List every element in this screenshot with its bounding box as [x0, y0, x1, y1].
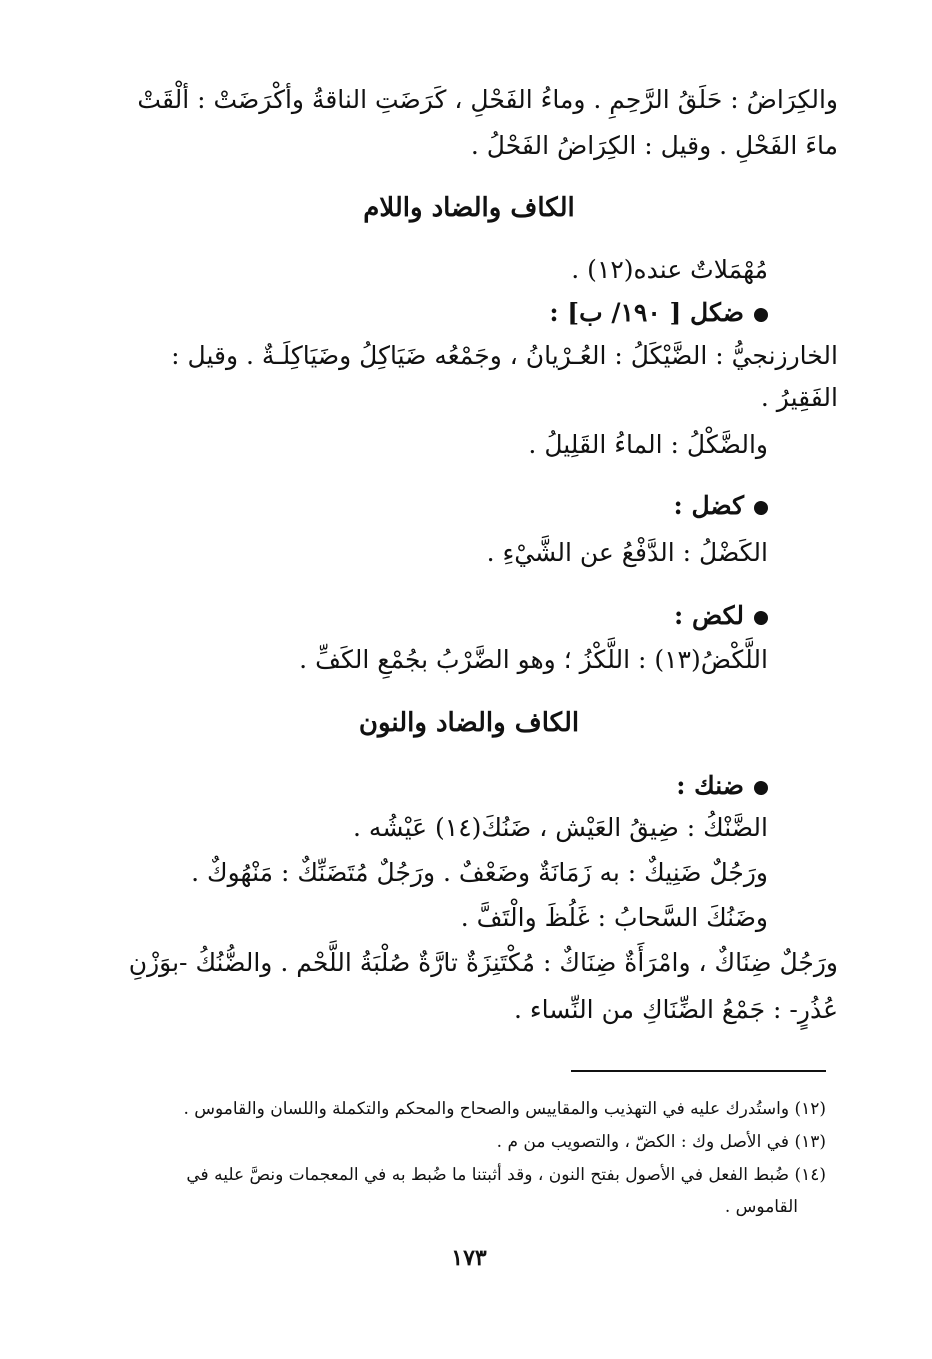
footnote: (١٤) ضُبط الفعل في الأصول بفتح النون ، وقد أثبتنا ما ضُبط به في المعجمات ونصَّ عليه في: [186, 1165, 826, 1185]
bullet-icon: [754, 308, 768, 322]
text-line: اللَّكْضُ(١٣) : اللَّكْزُ ؛ وهو الضَّرْبُ بجُمْعِ الكَفِّ .: [299, 645, 768, 674]
bullet-icon: [754, 781, 768, 795]
bullet-icon: [754, 611, 768, 625]
text-line: ورَجُلٌ ضِنَاكٌ ، وامْرَأَةٌ ضِنَاكٌ : مُكْتَنِزَةٌ تارَّةٌ صُلْبَةُ اللَّحْم . والضُّنُكُ -بوَزْنِ: [128, 948, 838, 977]
entry-heading: [676, 768, 768, 804]
entry-label: لكض :: [674, 601, 744, 630]
entry-label: ضكل [ ١٩٠/ ب] :: [549, 298, 744, 327]
text-line: وضَنُكَ السَّحابُ : غَلُظَ والْتَفَّ .: [460, 903, 768, 932]
text-line: الكَضْلُ : الدَّفْعُ عن الشَّيْءِ .: [486, 538, 768, 567]
page-number: ١٧٣: [451, 1245, 487, 1271]
text-line: الضَّنْكُ : ضِيقُ العَيْش ، ضَنُكَ(١٤) عَيْشُه .: [353, 813, 768, 842]
text-line: والكِرَاضُ : حَلَقُ الرَّحِمِ . وماءُ الفَحْلِ ، كَرَضَتِ الناقةُ وأكْرَضَتْ : ألْقَتْ: [137, 85, 838, 114]
document-page: [100, 70, 838, 1310]
section-heading: الكاف والضاد والنون: [358, 708, 580, 738]
footnote: (١٣) في الأصل وك : الكضّ ، والتصويب من م .: [496, 1132, 826, 1152]
footnote: (١٢) واستُدرك عليه في التهذيب والمقاييس والصحاح والمحكم والتكملة واللسان والقاموس .: [183, 1099, 826, 1119]
text-line: والضَّكْلُ : الماءُ القَلِيلُ .: [528, 430, 768, 459]
text-line: عُذُرٍ- : جَمْعُ الضِّنَاكِ من النِّساء .: [513, 995, 838, 1024]
entry-label: كضل :: [673, 491, 744, 520]
section-note: مُهْمَلاتٌ عنده(١٢) .: [571, 255, 768, 284]
entry-label: ضنك :: [676, 771, 744, 800]
entry-heading: [674, 488, 768, 524]
text-line: الخارزنجيُّ : الضَّيْكَلُ : العُـرْيانُ ، وجَمْعُه ضَيَاكِلُ وضَيَاكِلَـةٌ . وقيل :: [171, 341, 838, 370]
text-line: ماءَ الفَحْلِ . وقيل : الكِرَاضُ الفَحْلُ .: [470, 131, 838, 160]
footnote: القاموس .: [724, 1197, 798, 1217]
footnote-divider: [571, 1070, 826, 1072]
text-line: ورَجُلٌ ضَنِيكٌ : به زَمَانَةٌ وضَعْفٌ . ورَجُلٌ مُتَضَنِّكٌ : مَنْهُوكٌ .: [191, 858, 768, 887]
text-line: الفَقِيرُ .: [760, 383, 838, 412]
entry-heading: [549, 295, 768, 331]
entry-heading: [674, 598, 768, 634]
bullet-icon: [754, 501, 768, 515]
section-heading: الكاف والضاد واللام: [363, 193, 575, 223]
